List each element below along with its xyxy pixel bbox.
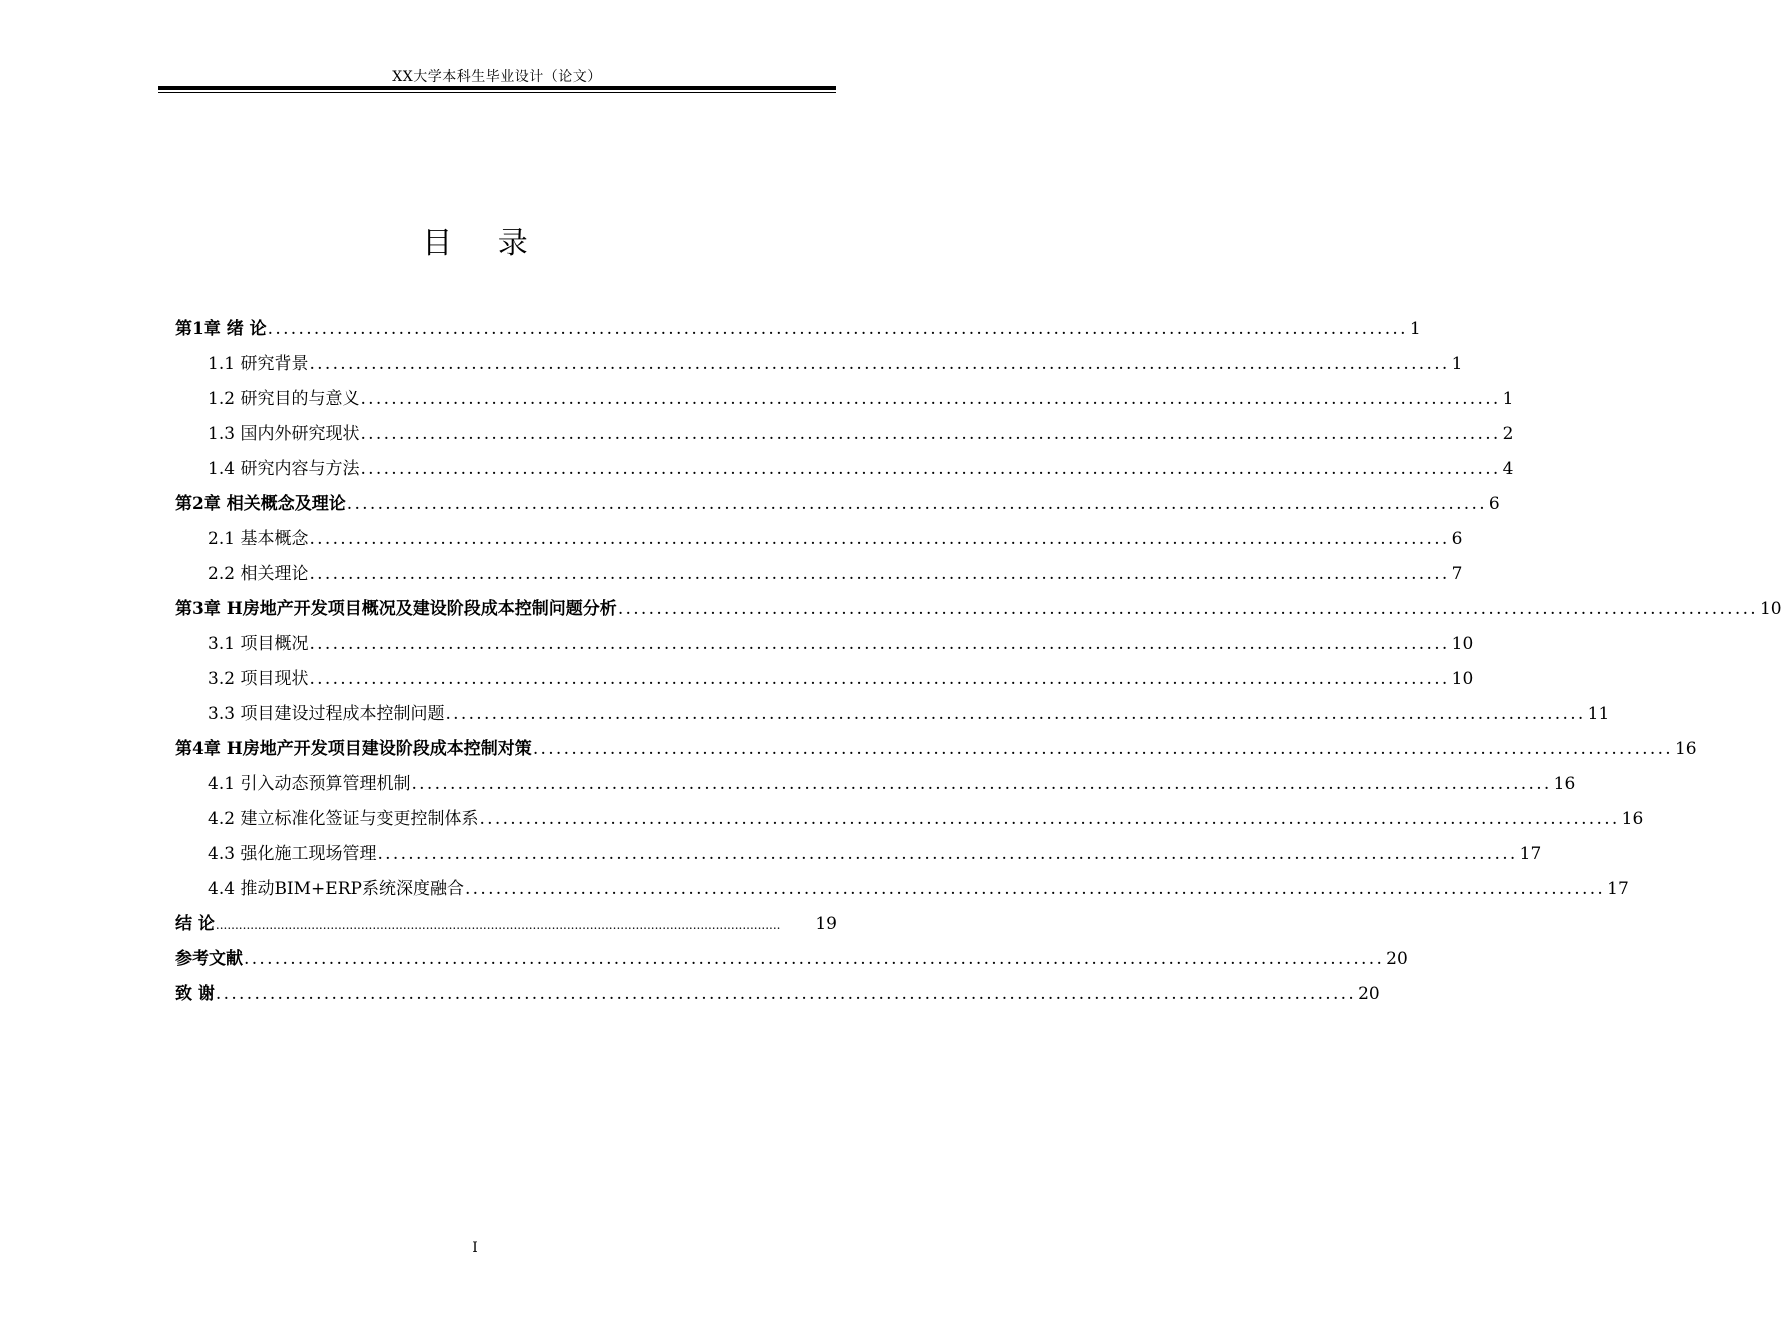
toc-entry-page: 11 [1587,704,1610,724]
toc-title: 目 录 [422,226,546,261]
toc-leader: .................................................................................................................................................... [377,844,1518,864]
toc-entry-label: 3.1 项目概况 [208,634,309,654]
toc-leader: .................................................................................................................................................... [309,634,1450,654]
toc-entry-label: 3.3 项目建设过程成本控制问题 [208,704,445,724]
toc-entry[interactable] [175,454,1514,489]
footer-page-number: I [472,1240,478,1256]
toc-entry[interactable] [175,839,1542,874]
toc-entry-label: 4.2 建立标准化签证与变更控制体系 [208,809,479,829]
toc-entry[interactable] [175,699,1610,734]
toc-leader: .................................................................................................................................................... [617,599,1758,619]
toc-entry-page: 1 [1451,354,1463,374]
toc-entry-page: 6 [1488,494,1500,514]
toc-entry-page: 16 [1621,809,1644,829]
toc-entry-page: 16 [1553,774,1576,794]
toc-leader: .................................................................................................................................................... [360,459,1501,479]
toc-entry-page: 19 [815,914,837,934]
toc-entry[interactable] [175,664,1474,699]
toc-entry[interactable] [175,979,1380,1014]
toc-entry-label: 结 论 [175,914,215,934]
toc-entry[interactable] [175,489,1500,524]
toc-entry-page: 7 [1451,564,1463,584]
toc-leader: .................................................................................................................................................... [479,809,1620,829]
toc-leader: .................................................................................................................................................... [360,424,1501,444]
toc-entry[interactable] [175,314,1421,349]
toc-leader: .................................................................................................................................................... [267,319,1408,339]
toc-entry-page: 6 [1451,529,1463,549]
toc-entry[interactable] [175,874,1629,909]
toc-entry[interactable] [175,349,1463,384]
toc-leader: .................................................................................................................................................... [215,984,1357,1004]
toc-leader: .................................................................................................................................................... [464,879,1606,899]
toc-leader: .................................................................................................................................................... [215,918,781,932]
toc-entry-label: 1.4 研究内容与方法 [208,459,360,479]
toc-entry-page: 10 [1759,599,1782,619]
toc-entry[interactable] [175,769,1576,804]
toc-leader: .................................................................................................................................................... [532,739,1673,759]
toc-entry-page: 20 [1358,984,1380,1004]
toc-entry-label: 第2章 相关概念及理论 [175,494,346,514]
toc-entry[interactable] [175,594,1782,629]
toc-entry[interactable] [175,944,1408,979]
toc-entry-page: 4 [1502,459,1514,479]
toc-entry-label: 1.2 研究目的与意义 [208,389,360,409]
toc-entry-label: 4.3 强化施工现场管理 [208,844,377,864]
toc-entry-label: 第4章 H房地产开发项目建设阶段成本控制对策 [175,739,532,759]
toc-leader: .................................................................................................................................................... [445,704,1586,724]
toc-entry-page: 1 [1502,389,1514,409]
toc-entry-page: 2 [1502,424,1514,444]
toc-entry-page: 17 [1607,879,1629,899]
toc-entry-page: 16 [1674,739,1697,759]
toc-entry[interactable] [175,524,1463,559]
toc-entry-label: 2.1 基本概念 [208,529,309,549]
toc-entry[interactable] [175,629,1474,664]
toc-entry-page: 10 [1451,634,1474,654]
toc-leader: .................................................................................................................................................... [244,949,1385,969]
toc-entry[interactable] [175,419,1514,454]
toc-entry-label: 第1章 绪 论 [175,319,267,339]
toc-leader: .................................................................................................................................................... [346,494,1487,514]
toc-entry[interactable] [175,734,1697,769]
toc-leader: .................................................................................................................................................... [360,389,1501,409]
toc-entry[interactable] [175,559,1463,594]
toc-entry-label: 4.1 引入动态预算管理机制 [208,774,411,794]
toc-entry-label: 致 谢 [175,984,215,1004]
header-rule-thick [158,86,836,90]
toc-leader: .................................................................................................................................................... [309,669,1450,689]
toc-entry-label: 1.3 国内外研究现状 [208,424,360,444]
toc-entry-label: 2.2 相关理论 [208,564,309,584]
toc-entry-label: 第3章 H房地产开发项目概况及建设阶段成本控制问题分析 [175,599,617,619]
header-rule-thin [158,92,836,93]
table-of-contents [175,314,1782,1014]
toc-entry-label: 1.1 研究背景 [208,354,309,374]
running-header: XX大学本科生毕业设计（论文） [392,69,602,85]
toc-leader: .................................................................................................................................................... [309,529,1450,549]
toc-entry[interactable] [175,804,1644,839]
toc-entry-label: 参考文献 [175,949,243,969]
toc-leader: .................................................................................................................................................... [309,354,1450,374]
toc-entry-page: 10 [1451,669,1474,689]
toc-entry-page: 20 [1386,949,1408,969]
toc-entry[interactable] [175,909,837,944]
toc-entry[interactable] [175,384,1514,419]
toc-leader: .................................................................................................................................................... [309,564,1450,584]
toc-entry-page: 17 [1519,844,1542,864]
toc-entry-page: 1 [1409,319,1421,339]
toc-entry-label: 4.4 推动BIM+ERP系统深度融合 [208,879,464,899]
toc-entry-label: 3.2 项目现状 [208,669,309,689]
toc-leader: .................................................................................................................................................... [411,774,1552,794]
